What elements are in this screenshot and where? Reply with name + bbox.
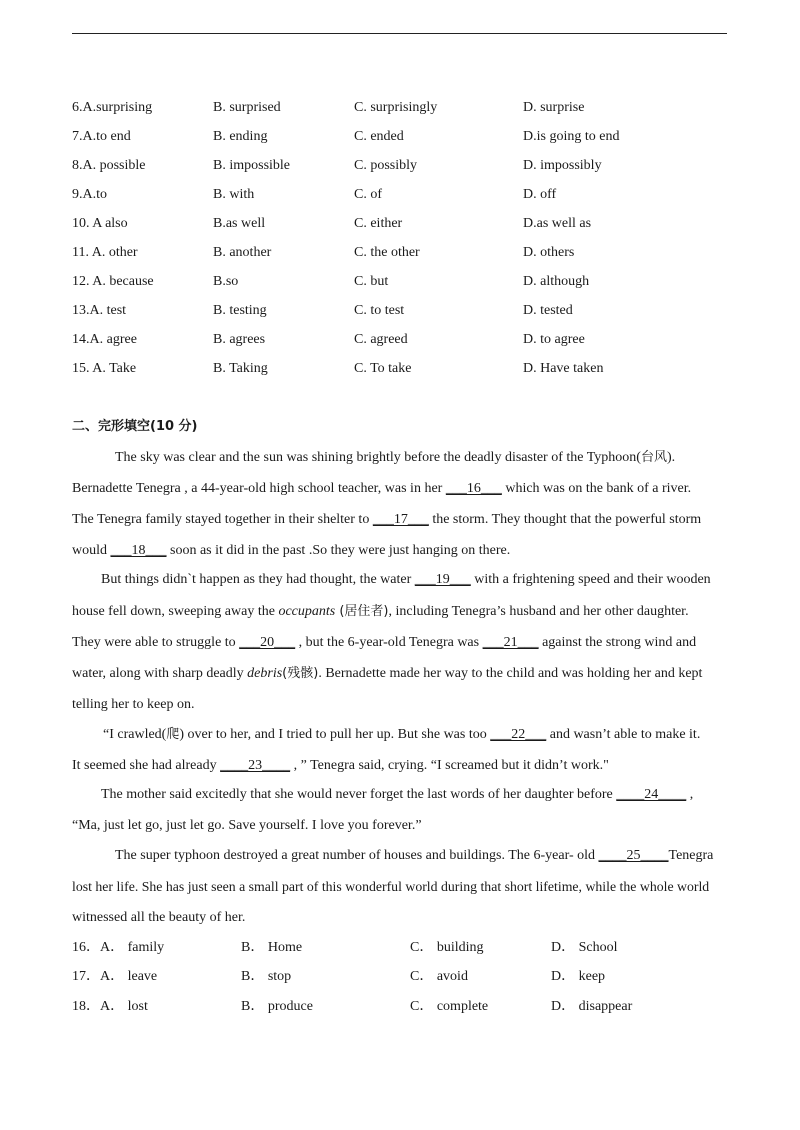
- passage-line: [72, 633, 696, 653]
- passage-text: It seemed she had already: [72, 758, 221, 773]
- option-b: B.as well: [213, 216, 266, 231]
- blank-18: ___18___: [110, 543, 167, 558]
- option-d: D． keep: [551, 969, 606, 984]
- passage-text: , ” Tenegra said, crying. “I screamed but it didn’t work.": [290, 758, 609, 773]
- passage-text: witnessed all the beauty of her.: [72, 910, 246, 925]
- chinese-gloss: 台风: [640, 450, 667, 465]
- passage-line: [72, 695, 194, 715]
- passage-text: But things didn`t happen as they had thought, the water: [101, 572, 415, 587]
- passage-text: . Bernadette made her way to the child and was holding her and kept: [318, 666, 703, 681]
- passage-text: lost her life. She has just seen a small part of this wonderful world during that short lifetime, while the whole world: [72, 879, 710, 894]
- blank-17: ___17___: [372, 512, 429, 527]
- passage-text: ) over to her, and I tried to pull her up. But she was too: [179, 727, 491, 742]
- option-b: B． produce: [241, 999, 313, 1014]
- option-b: B. with: [213, 187, 255, 202]
- passage-text: “Ma, just let go, just let go. Save yourself. I love you forever.”: [72, 818, 422, 833]
- option-c: C. but: [354, 274, 389, 289]
- chinese-gloss: (残骸): [282, 666, 319, 681]
- passage-text: The super typhoon destroyed a great number of houses and buildings. The 6-year- old: [115, 848, 599, 863]
- chinese-gloss: (居住者): [335, 604, 389, 619]
- option-a: 10. A also: [72, 216, 128, 231]
- option-a: 8.A. possible: [72, 158, 146, 173]
- passage-line: [72, 756, 609, 776]
- italic-term: occupants: [278, 604, 336, 619]
- italic-term: debris: [247, 666, 283, 681]
- passage-text: against the strong wind and: [538, 635, 697, 650]
- passage-line: [72, 877, 709, 897]
- option-b: B. agrees: [213, 332, 266, 347]
- option-d: D. to agree: [523, 332, 585, 347]
- passage-line: [101, 785, 693, 805]
- option-d: D. tested: [523, 303, 573, 318]
- option-b: B. ending: [213, 129, 268, 144]
- option-a: 11. A. other: [72, 245, 138, 260]
- option-c: C. agreed: [354, 332, 408, 347]
- option-a: 18．A． lost: [72, 999, 148, 1014]
- header-rule: [72, 33, 727, 34]
- passage-text: and wasn’t able to make it.: [546, 727, 701, 742]
- option-d: D.is going to end: [523, 129, 620, 144]
- passage-text: which was on the bank of a river.: [501, 481, 692, 496]
- option-d: D.as well as: [523, 216, 592, 231]
- option-a: 14.A. agree: [72, 332, 137, 347]
- passage-text: with a frightening speed and their wooden: [470, 572, 711, 587]
- passage-line: [72, 541, 510, 561]
- option-b: B. testing: [213, 303, 267, 318]
- option-a: 13.A. test: [72, 303, 127, 318]
- passage-line: [103, 725, 700, 745]
- option-b: B． stop: [241, 969, 292, 984]
- option-c: C． complete: [410, 999, 489, 1014]
- option-c: C. either: [354, 216, 403, 231]
- option-d: D. Have taken: [523, 361, 604, 376]
- blank-20: ___20___: [239, 635, 296, 650]
- blank-19: ___19___: [414, 572, 471, 587]
- passage-line: [72, 908, 245, 928]
- passage-line: [72, 816, 422, 836]
- passage-text: “I crawled(: [103, 727, 167, 742]
- passage-line: [115, 846, 713, 866]
- option-d: D. off: [523, 187, 557, 202]
- passage-line: [72, 510, 701, 530]
- passage-text: Tenegra: [668, 848, 714, 863]
- passage-text: soon as it did in the past .So they were just hanging on there.: [166, 543, 511, 558]
- passage-line: [72, 664, 702, 684]
- option-d: D． School: [551, 940, 618, 955]
- passage-text: , but the 6-year-old Tenegra was: [295, 635, 483, 650]
- passage-line: [101, 570, 711, 590]
- option-c: C. ended: [354, 129, 404, 144]
- option-c: C. surprisingly: [354, 100, 438, 115]
- option-b: B． Home: [241, 940, 303, 955]
- blank-23: ____23____: [220, 758, 291, 773]
- passage-line: [115, 448, 675, 468]
- option-b: B. another: [213, 245, 272, 260]
- option-a: 12. A. because: [72, 274, 154, 289]
- blank-21: ___21___: [482, 635, 539, 650]
- section-heading: 二、完形填空(10 分): [72, 419, 198, 434]
- blank-25: ____25____: [598, 848, 669, 863]
- option-c: C. of: [354, 187, 382, 202]
- blank-16: ___16___: [445, 481, 502, 496]
- passage-text: They were able to struggle to: [72, 635, 240, 650]
- passage-text: water, along with sharp deadly: [72, 666, 248, 681]
- passage-text: The Tenegra family stayed together in their shelter to: [72, 512, 373, 527]
- option-b: B. Taking: [213, 361, 268, 376]
- option-a: 9.A.to: [72, 187, 107, 202]
- option-c: C. the other: [354, 245, 420, 260]
- option-d: D. impossibly: [523, 158, 602, 173]
- passage-text: The sky was clear and the sun was shining brightly before the deadly disaster of the Typhoon(: [115, 450, 641, 465]
- option-c: C． building: [410, 940, 484, 955]
- passage-text: house fell down, sweeping away the: [72, 604, 279, 619]
- option-b: B.so: [213, 274, 239, 289]
- option-a: 16．A． family: [72, 940, 165, 955]
- option-d: D. surprise: [523, 100, 585, 115]
- passage-text: telling her to keep on.: [72, 697, 195, 712]
- passage-text: ).: [666, 450, 676, 465]
- passage-text: the storm. They thought that the powerful storm: [428, 512, 702, 527]
- option-c: C. possibly: [354, 158, 418, 173]
- option-a: 15. A. Take: [72, 361, 137, 376]
- option-b: B. surprised: [213, 100, 281, 115]
- option-c: C. To take: [354, 361, 412, 376]
- option-d: D． disappear: [551, 999, 633, 1014]
- passage-line: [72, 602, 689, 622]
- option-a: 7.A.to end: [72, 129, 131, 144]
- passage-text: , including Tenegra’s husband and her other daughter.: [388, 604, 689, 619]
- passage-text: ,: [686, 787, 694, 802]
- option-c: C. to test: [354, 303, 405, 318]
- option-d: D. others: [523, 245, 575, 260]
- option-d: D. although: [523, 274, 590, 289]
- option-a: 17．A． leave: [72, 969, 158, 984]
- option-a: 6.A.surprising: [72, 100, 153, 115]
- passage-text: The mother said excitedly that she would never forget the last words of her daughter before: [101, 787, 617, 802]
- option-c: C． avoid: [410, 969, 468, 984]
- passage-line: [72, 479, 691, 499]
- chinese-gloss: 爬: [166, 727, 180, 742]
- blank-22: ___22___: [490, 727, 547, 742]
- passage-text: Bernadette Tenegra , a 44-year-old high school teacher, was in her: [72, 481, 446, 496]
- passage-text: would: [72, 543, 111, 558]
- option-b: B. impossible: [213, 158, 291, 173]
- blank-24: ____24____: [616, 787, 687, 802]
